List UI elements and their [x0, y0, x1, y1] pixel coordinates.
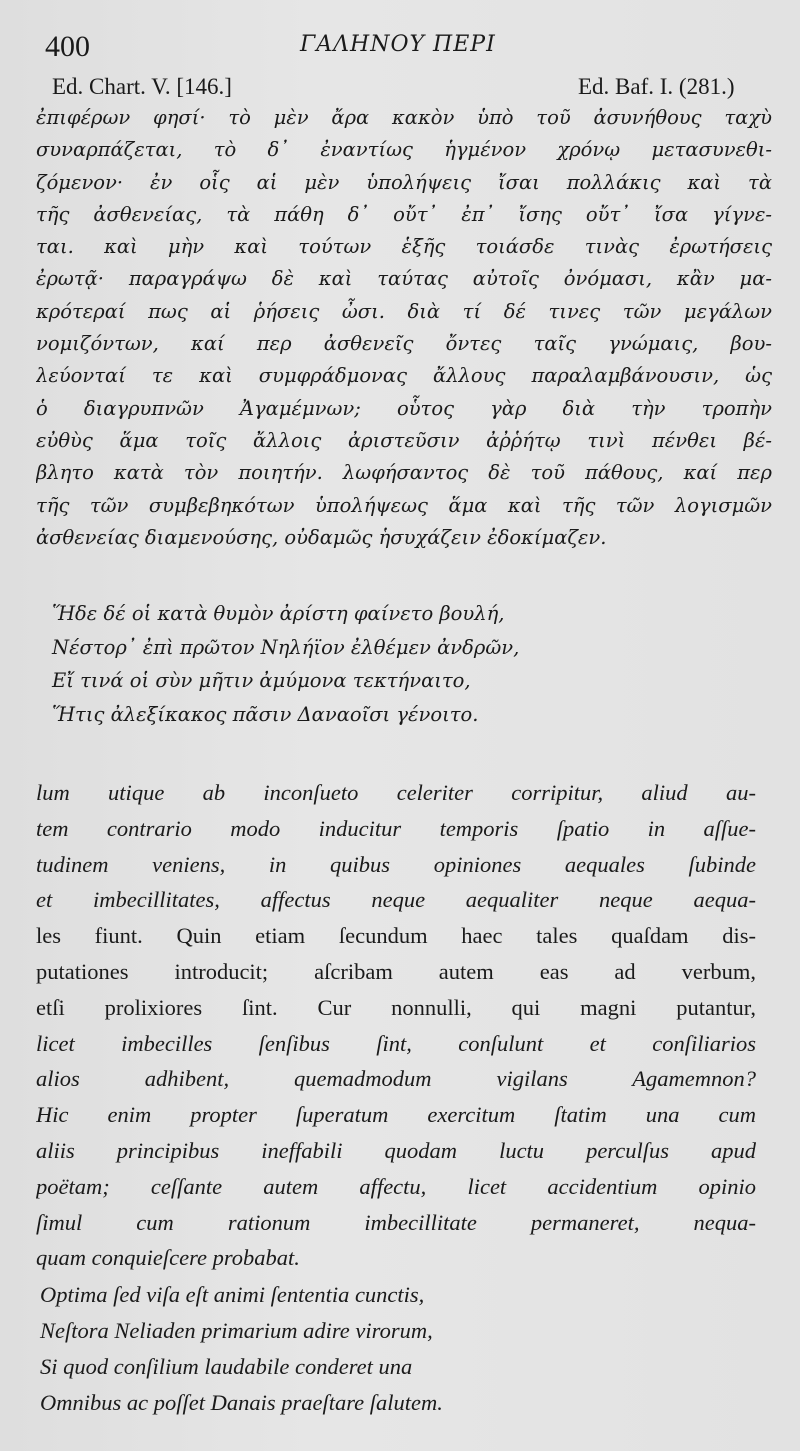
- greek-line: ὁ διαγρυπνῶν Ἀγαμέμνων; οὗτος γὰρ διὰ τὴν τροπὴν: [36, 396, 772, 420]
- latin-verse-line: Si quod conſilium laudabile conderet una: [40, 1354, 413, 1379]
- latin-line: etſi prolixiores ſint. Cur nonnulli, qui magni putantur,: [36, 994, 756, 1020]
- latin-line: lum utique ab inconſueto celeriter corripitur, aliud au-: [36, 780, 756, 805]
- greek-line: ἐπιφέρων φησί· τὸ μὲν ἄρα κακὸν ὑπὸ τοῦ ἀσυνήθους ταχὺ: [36, 106, 772, 129]
- latin-line: tem contrario modo inducitur temporis ſpatio in aſſue-: [36, 815, 756, 841]
- greek-line: νομιζόντων, καί περ ἀσθενεῖς ὄντες ταῖς γνώμαις, βου-: [36, 332, 772, 356]
- greek-line: ἐρωτᾷ· παραγράψω δὲ καὶ ταύτας αὐτοῖς ὀνόμασι, κἂν μα-: [36, 267, 772, 291]
- latin-line: ſimul cum rationum imbecillitate permaneret, nequa-: [36, 1209, 756, 1235]
- latin-line: et imbecillitates, affectus neque aequaliter neque aequa-: [36, 887, 756, 913]
- latin-line: Hic enim propter ſuperatum exercitum ſtatim una cum: [36, 1102, 756, 1128]
- greek-line: εὐθὺς ἅμα τοῖς ἄλλοις ἀριστεῦσιν ἀῤῥήτῳ τινὶ πένθει βέ-: [36, 428, 772, 452]
- greek-line: τῆς ἀσθενείας, τὰ πάθη δ᾽ οὔτ᾽ ἐπ᾽ ἴσης οὔτ᾽ ἴσα γίγνε-: [36, 202, 772, 226]
- page-header: [0, 28, 800, 68]
- edition-reference-left: Ed. Chart. V. [146.]: [52, 74, 232, 99]
- latin-line: les fiunt. Quin etiam ſecundum haec tales quaſdam dis-: [36, 923, 756, 949]
- greek-verse-line: Νέστορ᾽ ἐπὶ πρῶτον Νηλήϊον ἐλθέμεν ἀνδρῶν,: [52, 635, 520, 659]
- greek-verse-line: Ἥδε δέ οἱ κατὰ θυμὸν ἀρίστη φαίνετο βουλή,: [52, 602, 505, 625]
- greek-line: ται. καὶ μὴν καὶ τούτων ἑξῆς τοιάσδε τινὰς ἐρωτήσεις: [36, 235, 772, 259]
- greek-line: τῆς τῶν συμβεβηκότων ὑπολήψεως ἅμα καὶ τῆς τῶν λογισμῶν: [36, 493, 772, 517]
- latin-verse-line: Omnibus ac poſſet Danais praeſtare ſalutem.: [40, 1390, 443, 1415]
- greek-line: συναρπάζεται, τὸ δ᾽ ἐναντίως ἡγμένον χρόνῳ μετασυνεθι-: [36, 138, 772, 162]
- edition-reference-right: Ed. Baf. I. (281.): [578, 74, 735, 99]
- latin-line: licet imbecilles ſenſibus ſint, conſulunt et conſiliarios: [36, 1030, 756, 1056]
- latin-line: putationes introducit; aſcribam autem eas ad verbum,: [36, 958, 756, 984]
- latin-line: tudinem veniens, in quibus opiniones aequales ſubinde: [36, 851, 756, 877]
- latin-verse-line: Neſtora Neliaden primarium adire virorum,: [40, 1318, 433, 1343]
- latin-line: quam conquieſcere probabat.: [36, 1245, 300, 1271]
- greek-line: κρότεραί πως αἱ ῥήσεις ὦσι. διὰ τί δέ τινες τῶν μεγάλων: [36, 299, 772, 323]
- greek-line: βλητο κατὰ τὸν ποιητήν. λωφήσαντος δὲ τοῦ πάθους, καί περ: [36, 461, 772, 485]
- latin-verse-line: Optima ſed viſa eſt animi ſententia cunctis,: [40, 1282, 425, 1307]
- latin-verse-block: [40, 1277, 760, 1421]
- greek-text-block: [36, 102, 772, 554]
- latin-line: aliis principibus ineffabili quodam luctu perculſus apud: [36, 1137, 756, 1163]
- greek-verse-block: [52, 597, 772, 731]
- latin-line: alios adhibent, quemadmodum vigilans Agamemnon?: [36, 1066, 756, 1092]
- page-number: 400: [45, 30, 90, 63]
- greek-line: λεύονταί τε καὶ συμφράδμονας ἄλλους παραλαμβάνουσιν, ὡς: [36, 364, 772, 388]
- greek-verse-line: Εἴ τινά οἱ σὺν μῆτιν ἀμύμονα τεκτήναιτο,: [52, 669, 471, 692]
- greek-line: ζόμενον· ἐν οἷς αἱ μὲν ὑπολήψεις ἴσαι πολλάκις καὶ τὰ: [36, 170, 772, 194]
- greek-line: ἀσθενείας διαμενούσης, οὐδαμῶς ἡσυχάζειν ἐδοκίμαζεν.: [36, 525, 607, 549]
- latin-text-block: [36, 775, 756, 1276]
- greek-verse-line: Ἥτις ἀλεξίκακος πᾶσιν Δαναοῖσι γένοιτο.: [52, 702, 479, 726]
- latin-line: poëtam; ceſſante autem affectu, licet accidentium opinio: [36, 1173, 756, 1199]
- running-title: ΓΑΛΗΝΟΥ ΠΕΡΙ: [300, 32, 496, 57]
